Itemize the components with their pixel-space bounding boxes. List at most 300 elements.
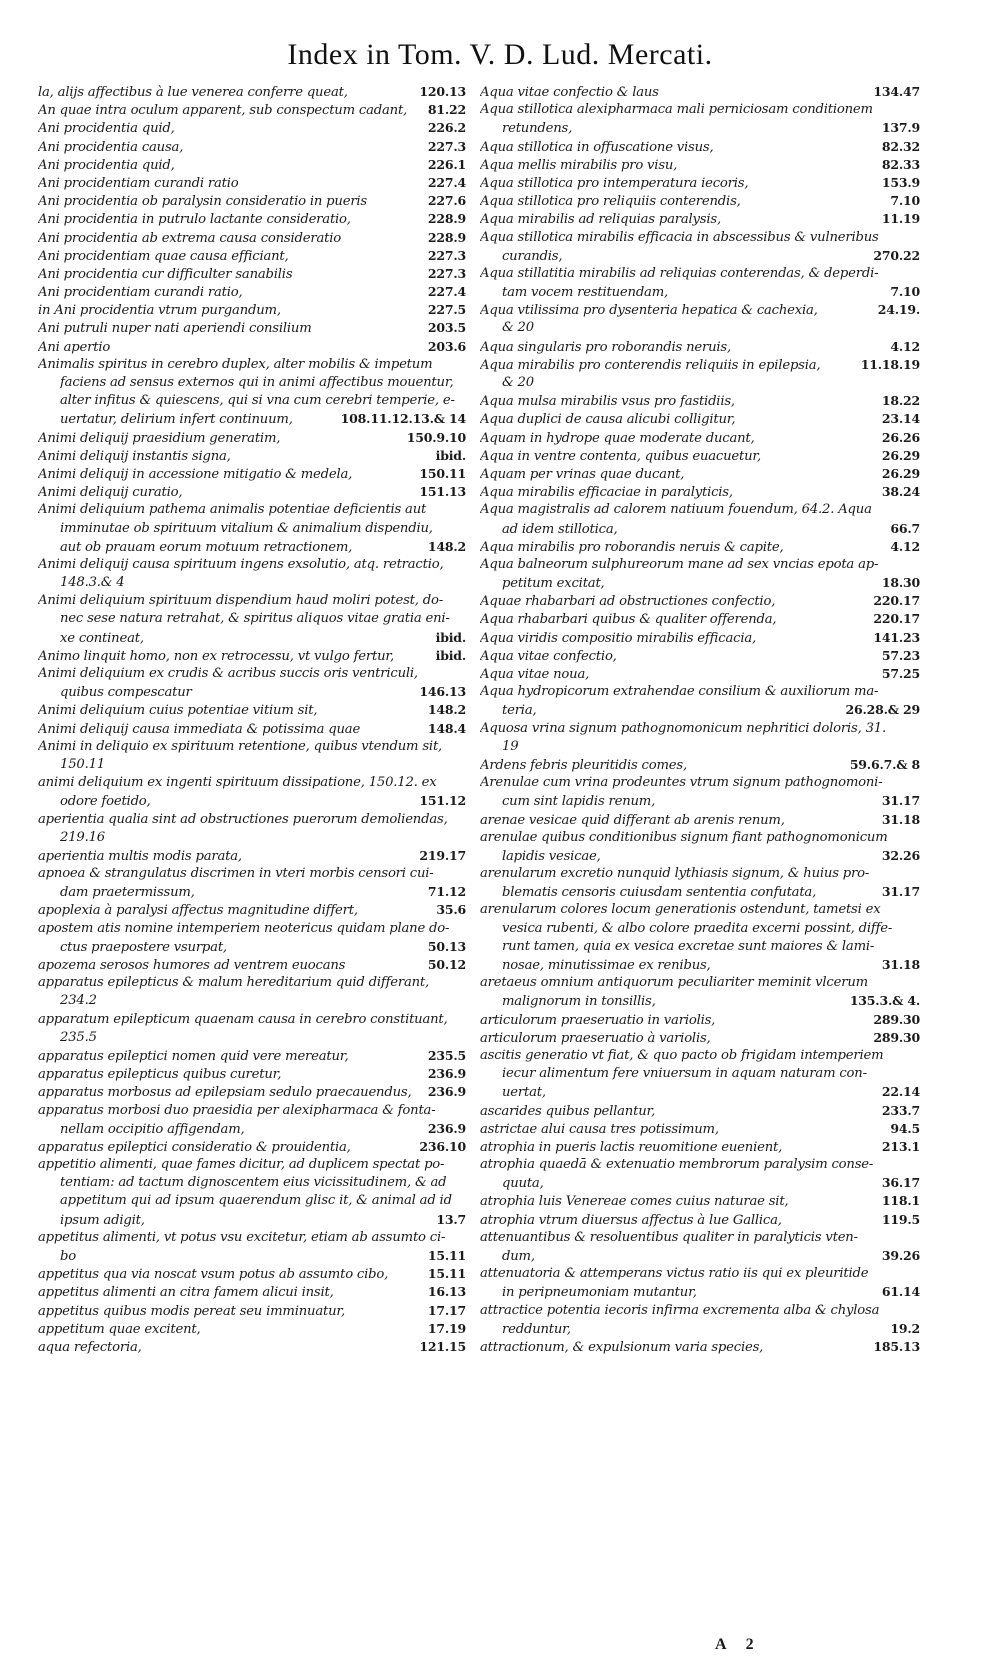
index-entry — [480, 847, 920, 865]
index-entry — [480, 1338, 920, 1356]
index-entry — [38, 174, 466, 192]
entry-page-ref: 213.1 — [881, 1138, 920, 1154]
entry-text: lapidis vesicae, — [502, 848, 601, 864]
entry-text: quuta, — [502, 1176, 544, 1192]
entry-text: Animalis spiritus in cerebro duplex, alter mobilis & impetum — [38, 356, 433, 372]
entry-text: apparatum epilepticum quaenam causa in cerebro constituant, — [38, 1011, 448, 1027]
index-entry — [480, 574, 920, 592]
index-entry — [480, 1174, 920, 1192]
index-entry — [480, 629, 920, 647]
index-entry — [38, 138, 466, 156]
index-entry — [38, 1192, 466, 1210]
index-entry — [480, 1138, 920, 1156]
entry-page-ref: 31.18 — [881, 811, 920, 827]
entry-text: & 20 — [502, 375, 534, 390]
entry-text: alter infitus & quiescens, qui si vna cum cerebri temperie, e- — [60, 393, 455, 409]
entry-page-ref: 18.22 — [881, 393, 920, 409]
index-entry — [38, 1338, 466, 1356]
entry-text: apparatus epileptici consideratio & prouidentia, — [38, 1139, 351, 1155]
entry-text: Aqua stillotica in offuscatione visus, — [480, 139, 714, 155]
entry-text: attenuatoria & attemperans victus ratio iis qui ex pleuritide — [480, 1266, 869, 1282]
entry-text: 235.5 — [60, 1029, 97, 1045]
index-entry — [38, 901, 466, 919]
entry-page-ref: 227.4 — [427, 174, 466, 190]
index-entry — [38, 374, 466, 392]
entry-page-ref: 226.1 — [427, 156, 466, 172]
entry-text: Animo linquit homo, non ex retrocessu, vt vulgo fertur, — [38, 648, 395, 664]
entry-text: teria, — [502, 703, 537, 719]
entry-text: apparatus morbosus ad epilepsiam sedulo praecauendus, — [38, 1085, 412, 1101]
index-entry — [480, 501, 920, 519]
index-entry — [480, 156, 920, 174]
entry-page-ref: 13.7 — [436, 1211, 466, 1227]
index-entry — [38, 465, 466, 483]
index-entry — [480, 920, 920, 938]
index-entry — [38, 1029, 466, 1047]
entry-text: Aqua in ventre contenta, quibus euacuetur, — [480, 448, 762, 464]
entry-page-ref: 233.7 — [881, 1102, 920, 1118]
index-entry — [480, 210, 920, 228]
index-entry — [480, 1302, 920, 1320]
entry-text: appetitio alimenti, quae fames dicitur, ad duplicem spectat po- — [38, 1157, 445, 1173]
entry-page-ref: 59.6.7.& 8 — [849, 756, 920, 772]
index-entry — [38, 738, 466, 756]
entry-text: Aqua singularis pro roborandis neruis, — [480, 339, 731, 355]
index-entry — [38, 1211, 466, 1229]
index-entry — [480, 992, 920, 1010]
entry-text: apparatus epileptici nomen quid vere mereatur, — [38, 1048, 349, 1064]
index-entry — [480, 429, 920, 447]
index-entry — [480, 738, 920, 756]
index-entry — [38, 574, 466, 592]
entry-text: appetitum qui ad ipsum quaerendum glisc it, & animal ad id — [60, 1193, 452, 1209]
index-entry — [480, 1047, 920, 1065]
entry-text: animi deliquium ex ingenti spirituum dissipatione, 150.12. ex — [38, 775, 437, 791]
entry-text: blematis censoris cuiusdam sententia confutata, — [502, 885, 817, 901]
index-entry — [38, 410, 466, 428]
index-entry — [480, 792, 920, 810]
index-entry — [480, 974, 920, 992]
entry-page-ref: 38.24 — [881, 484, 920, 500]
entry-text: aretaeus omnium antiquorum peculiariter meminit vlcerum — [480, 975, 868, 991]
entry-page-ref: 57.23 — [881, 647, 920, 663]
entry-page-ref: 227.3 — [427, 265, 466, 281]
index-entry — [480, 192, 920, 210]
entry-text: bo — [60, 1249, 76, 1264]
entry-text: appetitus alimenti an citra famem alicui insit, — [38, 1285, 334, 1301]
index-entry — [480, 811, 920, 829]
entry-text: & 20 — [502, 320, 534, 336]
entry-text: arenularum colores locum generationis ostendunt, tametsi ex — [480, 902, 881, 918]
index-entry — [38, 938, 466, 956]
index-entry — [480, 1029, 920, 1047]
index-entry — [480, 829, 920, 847]
entry-page-ref: 270.22 — [873, 247, 920, 263]
entry-text: tentiam: ad tactum dignoscentem eius vicissitudinem, & ad — [60, 1175, 447, 1191]
entry-text: Aquae rhabarbari ad obstructiones confectio, — [480, 594, 776, 610]
entry-text: 148.3.& 4 — [60, 575, 125, 591]
entry-page-ref: ibid. — [435, 647, 466, 663]
entry-text: Ani procidentia in putrulo lactante consideratio, — [38, 212, 351, 228]
page-title: Index in Tom. V. D. Lud. Mercati. — [287, 38, 713, 71]
entry-page-ref: 81.22 — [427, 102, 466, 118]
entry-page-ref: 11.19 — [881, 211, 920, 227]
entry-page-ref: 289.30 — [873, 1011, 920, 1027]
index-entry — [480, 720, 920, 738]
index-entry — [38, 501, 466, 519]
index-entry — [38, 1320, 466, 1338]
entry-text: Animi deliquium ex crudis & acribus succis oris ventriculi, — [38, 666, 418, 681]
entry-page-ref: 11.18.19 — [860, 356, 920, 372]
index-entry — [38, 701, 466, 719]
entry-page-ref: 24.19. — [877, 302, 920, 318]
index-entry — [480, 1156, 920, 1174]
index-entry — [38, 1138, 466, 1156]
index-entry — [38, 301, 466, 319]
index-entry — [38, 1156, 466, 1174]
entry-text: vesica rubenti, & albo colore praedita excerni possint, diffe- — [502, 920, 893, 936]
entry-page-ref: 50.12 — [427, 957, 466, 972]
index-entry — [38, 119, 466, 137]
entry-text: Ani procidentiam quae causa efficiant, — [38, 248, 289, 264]
index-entry — [38, 338, 466, 356]
entry-text: dum, — [502, 1249, 535, 1264]
entry-text: Aqua stillotica mirabilis efficacia in abscessibus & vulneribus — [480, 229, 879, 245]
index-entry — [38, 1065, 466, 1083]
index-entry — [480, 1065, 920, 1083]
index-entry — [480, 392, 920, 410]
index-entry — [480, 774, 920, 792]
entry-text: runt tamen, quia ex vesica excretae sunt maiores & lami- — [502, 938, 875, 954]
entry-page-ref: 121.15 — [419, 1338, 466, 1354]
index-entry — [480, 229, 920, 247]
index-entry — [38, 1120, 466, 1138]
entry-text: Aqua mirabilis ad reliquias paralysis, — [480, 212, 721, 228]
index-entry — [480, 1247, 920, 1265]
entry-page-ref: 150.11 — [419, 465, 466, 481]
entry-text: malignorum in tonsillis, — [502, 994, 656, 1010]
entry-page-ref: 108.11.12.13.& 14 — [340, 411, 466, 427]
entry-text: Aqua mellis mirabilis pro visu, — [480, 157, 678, 173]
entry-text: Aquam in hydrope quae moderate ducant, — [480, 430, 755, 446]
entry-text: apostem atis nomine intemperiem neotericus quidam plane do- — [38, 920, 450, 936]
entry-text: atrophia quaedā & extenuatio membrorum paralysim conse- — [480, 1157, 874, 1173]
entry-text: appetitus qua via noscat vsum potus ab assumto cibo, — [38, 1267, 389, 1283]
index-entry — [38, 811, 466, 829]
entry-text: Aquosa vrina signum pathognomonicum nephritici doloris, 31. — [480, 720, 886, 736]
entry-page-ref: 151.12 — [419, 793, 466, 809]
entry-text: quibus compescatur — [60, 685, 192, 701]
index-entry — [480, 338, 920, 356]
entry-page-ref: 289.30 — [873, 1029, 920, 1045]
index-column-right — [480, 83, 920, 1356]
entry-text: appetitum quae excitent, — [38, 1321, 201, 1337]
index-entry — [38, 756, 466, 774]
index-entry — [38, 229, 466, 247]
index-entry — [480, 119, 920, 137]
entry-page-ref: 23.14 — [881, 411, 920, 427]
entry-page-ref: 228.9 — [427, 211, 466, 227]
index-entry — [38, 683, 466, 701]
entry-text: Aqua vitae noua, — [480, 667, 590, 682]
entry-page-ref: 15.11 — [427, 1266, 466, 1282]
index-entry — [480, 901, 920, 919]
index-entry — [480, 1102, 920, 1120]
entry-page-ref: 236.9 — [427, 1084, 466, 1100]
entry-text: iecur alimentum fere vniuersum in aquam naturam con- — [502, 1066, 867, 1082]
index-entry — [38, 647, 466, 665]
entry-page-ref: ibid. — [435, 629, 466, 645]
index-entry — [38, 847, 466, 865]
entry-text: ad idem stillotica, — [502, 521, 618, 537]
index-entry — [38, 1283, 466, 1301]
index-entry — [38, 247, 466, 265]
index-entry — [38, 538, 466, 556]
entry-text: Ani procidentia quid, — [38, 121, 175, 137]
entry-text: Animi deliquij causa spirituum ingens exsolutio, atq. retractio, — [38, 556, 444, 572]
entry-page-ref: 227.6 — [427, 193, 466, 209]
index-entry — [38, 592, 466, 610]
entry-text: Ani procidentia causa, — [38, 139, 184, 155]
entry-page-ref: 148.4 — [427, 720, 466, 736]
entry-page-ref: 31.17 — [881, 884, 920, 900]
entry-text: Aqua mirabilis pro roborandis neruis & capite, — [480, 539, 784, 555]
index-entry — [38, 829, 466, 847]
entry-page-ref: 16.13 — [427, 1284, 466, 1300]
entry-text: nellam occipitio affigendam, — [60, 1121, 245, 1137]
entry-text: 150.11 — [60, 756, 105, 772]
index-entry — [38, 192, 466, 210]
index-entry — [480, 247, 920, 265]
index-entry — [38, 156, 466, 174]
entry-page-ref: 134.47 — [873, 84, 920, 99]
entry-text: Aqua mirabilis efficaciae in paralyticis, — [480, 485, 733, 501]
index-entry — [480, 938, 920, 956]
index-entry — [38, 992, 466, 1010]
entry-page-ref: 31.18 — [881, 957, 920, 972]
entry-text: arenularum excretio nunquid lythiasis signum, & huius pro- — [480, 866, 870, 882]
entry-text: Aqua mirabilis pro conterendis reliquiis in epilepsia, — [480, 357, 821, 373]
index-entry — [480, 356, 920, 374]
entry-text: curandis, — [502, 248, 563, 264]
entry-text: appetitus quibus modis pereat seu imminuatur, — [38, 1303, 346, 1319]
entry-text: Ani procidentiam curandi ratio, — [38, 285, 243, 301]
index-entry — [38, 883, 466, 901]
index-entry — [480, 683, 920, 701]
entry-text: Aqua viridis compositio mirabilis efficacia, — [480, 630, 756, 646]
entry-text: Animi deliquij praesidium generatim, — [38, 430, 281, 446]
entry-text: astrictae alui causa tres potissimum, — [480, 1121, 719, 1137]
entry-text: arenulae quibus conditionibus signum fiant pathognomonicum — [480, 829, 888, 845]
index-entry — [480, 1192, 920, 1210]
entry-text: An quae intra oculum apparent, sub conspectum cadant, — [38, 103, 408, 119]
entry-text: atrophia vtrum diuersus affectus à lue Gallica, — [480, 1212, 782, 1228]
index-entry — [480, 1211, 920, 1229]
entry-text: 219.16 — [60, 829, 105, 845]
index-entry — [38, 392, 466, 410]
entry-text: Animi deliquium pathema animalis potentiae deficientis aut — [38, 502, 427, 518]
entry-text: articulorum praeseruatio in variolis, — [480, 1012, 716, 1028]
entry-page-ref: 236.9 — [427, 1066, 466, 1082]
entry-page-ref: 118.1 — [881, 1193, 920, 1209]
entry-text: Aqua mulsa mirabilis vsus pro fastidiis, — [480, 394, 735, 410]
index-entry — [38, 610, 466, 628]
index-entry — [480, 1229, 920, 1247]
entry-page-ref: 71.12 — [427, 884, 466, 900]
index-entry — [480, 556, 920, 574]
index-entry — [38, 101, 466, 119]
entry-page-ref: 82.33 — [881, 156, 920, 172]
index-entry — [480, 647, 920, 665]
entry-text: tam vocem restituendam, — [502, 285, 669, 301]
entry-text: Aqua stillatitia mirabilis ad reliquias conterendas, & deperdi- — [480, 265, 879, 281]
entry-text: Ani procidentia ab extrema causa consideratio — [38, 230, 341, 246]
entry-page-ref: 17.19 — [427, 1320, 466, 1336]
index-entry — [480, 374, 920, 392]
entry-page-ref: 203.6 — [427, 338, 466, 354]
entry-text: ipsum adigit, — [60, 1212, 145, 1228]
entry-text: apparatus morbosi duo praesidia per alexipharmaca & fonta- — [38, 1102, 436, 1118]
entry-text: faciens ad sensus externos qui in animi affectibus mouentur, — [60, 375, 454, 390]
index-entry — [38, 429, 466, 447]
entry-text: attractice potentia iecoris infirma excrementa alba & chylosa — [480, 1302, 880, 1318]
entry-text: Ani procidentia quid, — [38, 157, 175, 173]
index-entry — [38, 865, 466, 883]
entry-text: Aqua vtilissima pro dysenteria hepatica & cachexia, — [480, 303, 818, 319]
entry-text: apnoea & strangulatus discrimen in vteri morbis censori cui- — [38, 866, 434, 882]
entry-text: Aqua duplici de causa alicubi colligitur, — [480, 412, 736, 428]
entry-page-ref: 26.26 — [881, 429, 920, 445]
entry-text: Ani putruli nuper nati aperiendi consilium — [38, 321, 312, 337]
entry-page-ref: 228.9 — [427, 229, 466, 245]
entry-page-ref: 219.17 — [419, 847, 466, 863]
entry-page-ref: 31.17 — [881, 793, 920, 809]
index-entry — [480, 301, 920, 319]
entry-page-ref: 50.13 — [427, 938, 466, 954]
index-entry — [38, 974, 466, 992]
entry-page-ref: 57.25 — [881, 666, 920, 681]
entry-page-ref: 66.7 — [890, 520, 920, 536]
entry-page-ref: 4.12 — [890, 538, 920, 554]
entry-text: 19 — [502, 738, 519, 754]
index-entry — [38, 210, 466, 228]
index-entry — [480, 483, 920, 501]
signature-mark: A 2 — [715, 1636, 762, 1653]
entry-page-ref: 227.3 — [427, 138, 466, 154]
entry-page-ref: 36.17 — [881, 1175, 920, 1191]
index-entry — [38, 1174, 466, 1192]
entry-page-ref: 26.28.& 29 — [845, 702, 920, 718]
index-entry — [38, 720, 466, 738]
entry-text: Ardens febris pleuritidis comes, — [480, 757, 687, 773]
entry-page-ref: 227.4 — [427, 284, 466, 300]
index-entry — [38, 920, 466, 938]
index-entry — [480, 865, 920, 883]
index-entry — [38, 447, 466, 465]
entry-text: attenuantibus & resoluentibus qualiter in paralyticis vten- — [480, 1229, 858, 1245]
entry-text: apozema serosos humores ad ventrem euocans — [38, 958, 346, 973]
index-entry — [38, 83, 466, 101]
entry-text: uertatur, delirium infert continuum, — [60, 412, 293, 428]
entry-page-ref: 39.26 — [881, 1248, 920, 1263]
entry-text: in peripneumoniam mutantur, — [502, 1285, 697, 1301]
entry-text: Aqua vitae confectio, — [480, 648, 617, 664]
entry-page-ref: 236.10 — [419, 1138, 466, 1154]
index-entry — [38, 956, 466, 974]
index-entry — [480, 101, 920, 119]
entry-page-ref: 119.5 — [881, 1211, 920, 1227]
entry-text: 234.2 — [60, 993, 97, 1009]
entry-page-ref: 120.13 — [419, 84, 466, 99]
entry-page-ref: 227.3 — [427, 247, 466, 263]
index-entry — [480, 610, 920, 628]
entry-text: Ani procidentia cur difficulter sanabilis — [38, 266, 293, 282]
entry-text: petitum excitat, — [502, 576, 605, 592]
entry-page-ref: 150.9.10 — [406, 429, 466, 445]
index-entry — [38, 1047, 466, 1065]
entry-text: redduntur, — [502, 1321, 571, 1337]
index-entry — [38, 265, 466, 283]
index-entry — [480, 538, 920, 556]
index-entry — [38, 1302, 466, 1320]
entry-text: atrophia luis Venereae comes cuius naturae sit, — [480, 1194, 789, 1210]
index-column-left — [38, 83, 466, 1356]
entry-page-ref: 203.5 — [427, 320, 466, 336]
index-entry — [480, 83, 920, 101]
entry-page-ref: 94.5 — [890, 1120, 920, 1136]
entry-text: Animi deliquij in accessione mitigatio & medela, — [38, 466, 353, 482]
entry-page-ref: 19.2 — [890, 1320, 920, 1336]
entry-page-ref: 141.23 — [873, 629, 920, 645]
entry-page-ref: 235.5 — [427, 1047, 466, 1063]
entry-text: Aqua magistralis ad calorem natiuum fouendum, 64.2. Aqua — [480, 502, 872, 518]
entry-text: dam praetermissum, — [60, 885, 195, 901]
index-entry — [38, 1083, 466, 1101]
entry-text: aut ob prauam eorum motuum retractionem, — [60, 539, 353, 555]
entry-text: Animi deliquij instantis signa, — [38, 448, 231, 464]
entry-text: uertat, — [502, 1085, 546, 1101]
index-entry — [38, 1102, 466, 1120]
index-entry — [38, 1247, 466, 1265]
entry-text: Aqua balneorum sulphureorum mane ad sex vncias epota ap- — [480, 556, 879, 572]
index-entry — [38, 629, 466, 647]
entry-text: Aqua stillotica pro reliquiis conterendis, — [480, 194, 741, 210]
index-entry — [480, 956, 920, 974]
entry-page-ref: 61.14 — [881, 1284, 920, 1300]
entry-page-ref: 185.13 — [873, 1338, 920, 1354]
entry-page-ref: 35.6 — [436, 902, 466, 918]
entry-page-ref: 151.13 — [419, 484, 466, 500]
entry-text: Ani procidentiam curandi ratio — [38, 175, 239, 191]
index-entry — [38, 792, 466, 810]
entry-text: Animi in deliquio ex spirituum retentione, quibus vtendum sit, — [38, 738, 443, 754]
index-entry — [38, 319, 466, 337]
entry-text: in Ani procidentia vtrum purgandum, — [38, 303, 281, 319]
entry-text: cum sint lapidis renum, — [502, 794, 656, 810]
entry-text: aqua refectoria, — [38, 1339, 142, 1355]
index-entry — [480, 265, 920, 283]
index-entry — [480, 1011, 920, 1029]
entry-text: Animi deliquium cuius potentiae vitium sit, — [38, 703, 318, 719]
index-entry — [480, 665, 920, 683]
index-entry — [480, 1265, 920, 1283]
index-entry — [38, 1229, 466, 1247]
entry-page-ref: 226.2 — [427, 120, 466, 136]
entry-page-ref: 220.17 — [873, 593, 920, 609]
entry-text: Animi deliquium spirituum dispendium haud moliri potest, do- — [38, 593, 443, 609]
index-entry — [38, 665, 466, 683]
index-entry — [480, 1120, 920, 1138]
